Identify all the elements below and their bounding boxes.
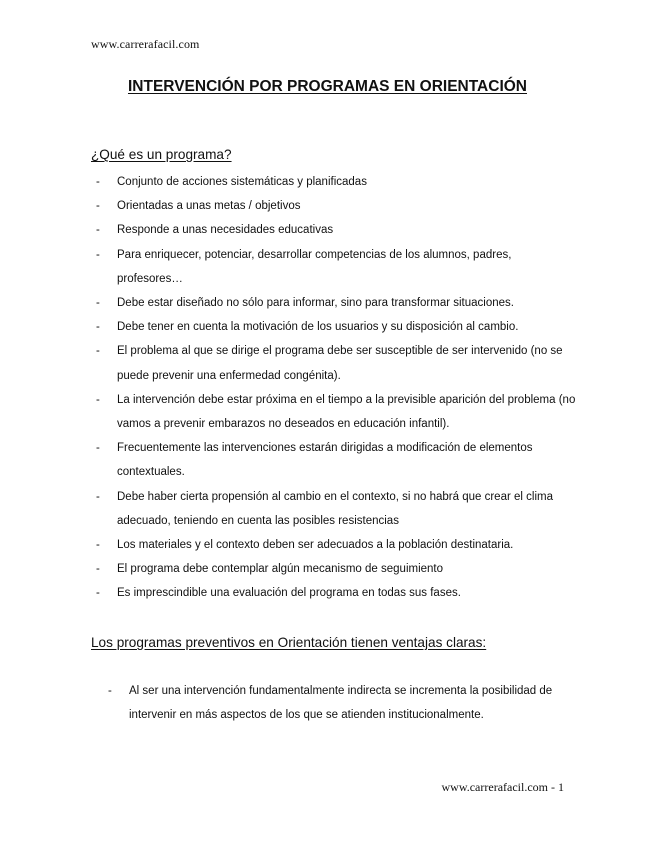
list-item-text: Los materiales y el contexto deben ser adecuados a la población destinataria.	[117, 539, 514, 552]
bullet-dash: -	[96, 442, 100, 455]
list-item	[108, 679, 578, 727]
list-item	[96, 581, 576, 605]
bullet-dash: -	[96, 297, 100, 310]
list-item-text: Responde a unas necesidades educativas	[117, 224, 334, 237]
bullet-dash: -	[96, 176, 100, 188]
header-url[interactable]: www.carrerafacil.com	[91, 37, 200, 51]
bullet-dash: -	[96, 200, 100, 213]
document-title: INTERVENCIÓN POR PROGRAMAS EN ORIENTACIÓN	[127, 78, 527, 95]
list-item	[96, 485, 576, 533]
list-item	[96, 436, 576, 484]
program-characteristics-list	[96, 170, 576, 606]
bullet-dash: -	[96, 587, 100, 600]
list-item-text: Para enriquecer, potenciar, desarrollar competencias de los alumnos, padres, profesores…	[117, 248, 512, 285]
list-item-text: Debe estar diseñado no sólo para informar, sino para transformar situaciones.	[117, 297, 514, 310]
bullet-dash: -	[96, 539, 100, 552]
list-item	[96, 315, 576, 339]
list-item-text: El programa debe contemplar algún mecanismo de seguimiento	[117, 563, 444, 576]
bullet-dash: -	[96, 563, 100, 576]
bullet-dash: -	[96, 345, 100, 358]
bullet-dash: -	[108, 685, 112, 697]
section-heading-programas-preventivos: Los programas preventivos en Orientación tienen ventajas claras:	[91, 635, 487, 650]
bullet-dash: -	[96, 490, 100, 503]
list-item	[96, 243, 576, 291]
bullet-dash: -	[96, 393, 100, 406]
list-item-text: Debe tener en cuenta la motivación de los usuarios y su disposición al cambio.	[117, 321, 519, 334]
list-item	[96, 339, 576, 387]
list-item-text: Es imprescindible una evaluación del programa en todas sus fases.	[117, 587, 461, 600]
list-item-text: El problema al que se dirige el programa debe ser susceptible de ser intervenido (no se puede prevenir una enfermedad congénita).	[117, 345, 563, 382]
section-heading-que-es-programa: ¿Qué es un programa?	[91, 147, 232, 162]
list-item-text: Conjunto de acciones sistemáticas y planificadas	[117, 176, 367, 188]
list-item-text: Debe haber cierta propensión al cambio en el contexto, si no habrá que crear el clima adecuado, teniendo en cuenta las posibles resistencias	[117, 490, 553, 527]
list-item	[96, 170, 576, 194]
list-item-text: Orientadas a unas metas / objetivos	[117, 200, 301, 213]
list-item-text: La intervención debe estar próxima en el tiempo a la previsible aparición del problema (no vamos a prevenir embarazos no deseados en educación infantil).	[117, 393, 576, 431]
bullet-dash: -	[96, 224, 100, 237]
list-item	[96, 388, 576, 436]
list-item	[96, 533, 576, 557]
bullet-dash: -	[96, 248, 100, 261]
list-item	[96, 557, 576, 581]
preventive-advantages-list	[108, 679, 578, 727]
list-item	[96, 291, 576, 315]
list-item	[96, 218, 576, 242]
list-item	[96, 194, 576, 218]
bullet-dash: -	[96, 321, 100, 334]
footer-url-page-number: www.carrerafacil.com - 1	[441, 780, 564, 794]
list-item-text: Frecuentemente las intervenciones estarán dirigidas a modificación de elementos contextuales.	[117, 442, 533, 479]
list-item-text: Al ser una intervención fundamentalmente indirecta se incrementa la posibilidad de intervenir en más aspectos de los que se atienden institucionalmente.	[129, 685, 553, 722]
